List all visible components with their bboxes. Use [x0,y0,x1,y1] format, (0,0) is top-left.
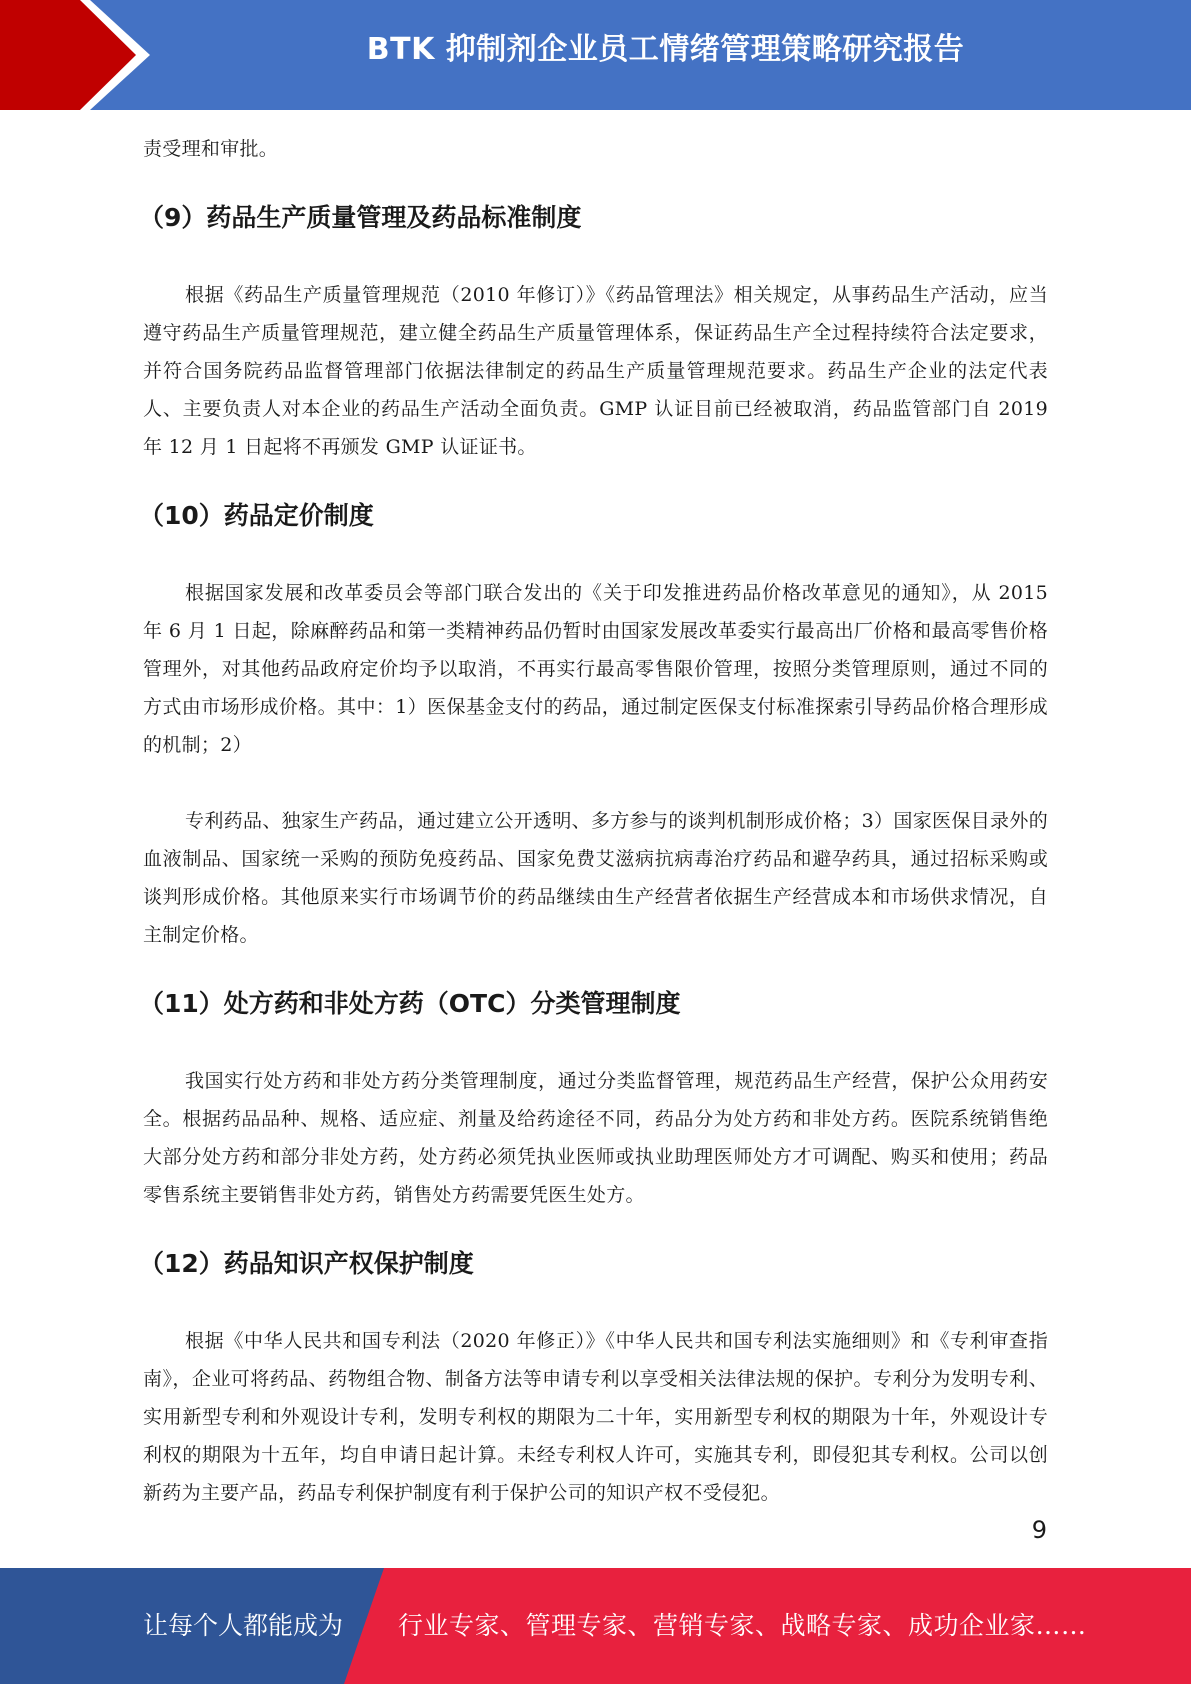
page-footer [0,1568,1191,1684]
page-header [0,0,1191,110]
section-heading-9: （9）药品生产质量管理及药品标准制度 [139,203,582,232]
section-heading-10: （10）药品定价制度 [139,501,374,530]
header-red-chevron [0,0,150,110]
section-heading-11: （11）处方药和非处方药（OTC）分类管理制度 [139,989,681,1018]
report-title: BTK 抑制剂企业员工情绪管理策略研究报告 [366,32,965,67]
intro-line: 责受理和审批。 [143,138,279,160]
section-heading-12: （12）药品知识产权保护制度 [139,1249,474,1278]
footer-slogan-left: 让每个人都能成为 [143,1611,344,1640]
section-9-paragraph: 根据《药品生产质量管理规范（2010 年修订）》《药品管理法》相关规定，从事药品生产活动，应当遵守药品生产质量管理规范，建立健全药品生产质量管理体系，保证药品生产全过程持续符合法定要求，并符合国务院药品监督管理部门依据法律制定的药品生产质量管理规范要求。药品生产企业的法定代表人、主要负责人对本企业的药品生产活动全面负责。GMP 认证目前已经被取消，药品监管部门自 2019 年 12 月 1 日起将不再颁发 GMP 认证证书。 [143,284,1048,458]
document-body [139,130,1048,1512]
section-11-paragraph: 我国实行处方药和非处方药分类管理制度，通过分类监督管理，规范药品生产经营，保护公众用药安全。根据药品品种、规格、适应症、剂量及给药途径不同，药品分为处方药和非处方药。医院系统销售绝大部分处方药和部分非处方药，处方药必须凭执业医师或执业助理医师处方才可调配、购买和使用；药品零售系统主要销售非处方药，销售处方药需要凭医生处方。 [143,1070,1048,1206]
footer-slogan-right: 行业专家、管理专家、营销专家、战略专家、成功企业家…… [398,1611,1087,1640]
section-10-paragraph-1: 根据国家发展和改革委员会等部门联合发出的《关于印发推进药品价格改革意见的通知》，从 2015 年 6 月 1 日起，除麻醉药品和第一类精神药品仍暂时由国家发展改革委实行最高出厂价格和最高零售价格管理外，对其他药品政府定价均予以取消，不再实行最高零售限价管理，按照分类管理原则，通过不同的方式由市场形成价格。其中：1）医保基金支付的药品，通过制定医保支付标准探索引导药品价格合理形成的机制；2） [143,582,1048,756]
section-12-paragraph: 根据《中华人民共和国专利法（2020 年修正）》《中华人民共和国专利法实施细则》和《专利审查指南》，企业可将药品、药物组合物、制备方法等申请专利以享受相关法律法规的保护。专利分为发明专利、实用新型专利和外观设计专利，发明专利权的期限为二十年，实用新型专利权的期限为十年，外观设计专利权的期限为十五年，均自申请日起计算。未经专利权人许可，实施其专利，即侵犯其专利权。公司以创新药为主要产品，药品专利保护制度有利于保护公司的知识产权不受侵犯。 [143,1330,1048,1504]
section-10-paragraph-2: 专利药品、独家生产药品，通过建立公开透明、多方参与的谈判机制形成价格；3）国家医保目录外的血液制品、国家统一采购的预防免疫药品、国家免费艾滋病抗病毒治疗药品和避孕药具，通过招标采购或谈判形成价格。其他原来实行市场调节价的药品继续由生产经营者依据生产经营成本和市场供求情况，自主制定价格。 [143,810,1048,946]
page-number: 9 [1031,1516,1047,1544]
